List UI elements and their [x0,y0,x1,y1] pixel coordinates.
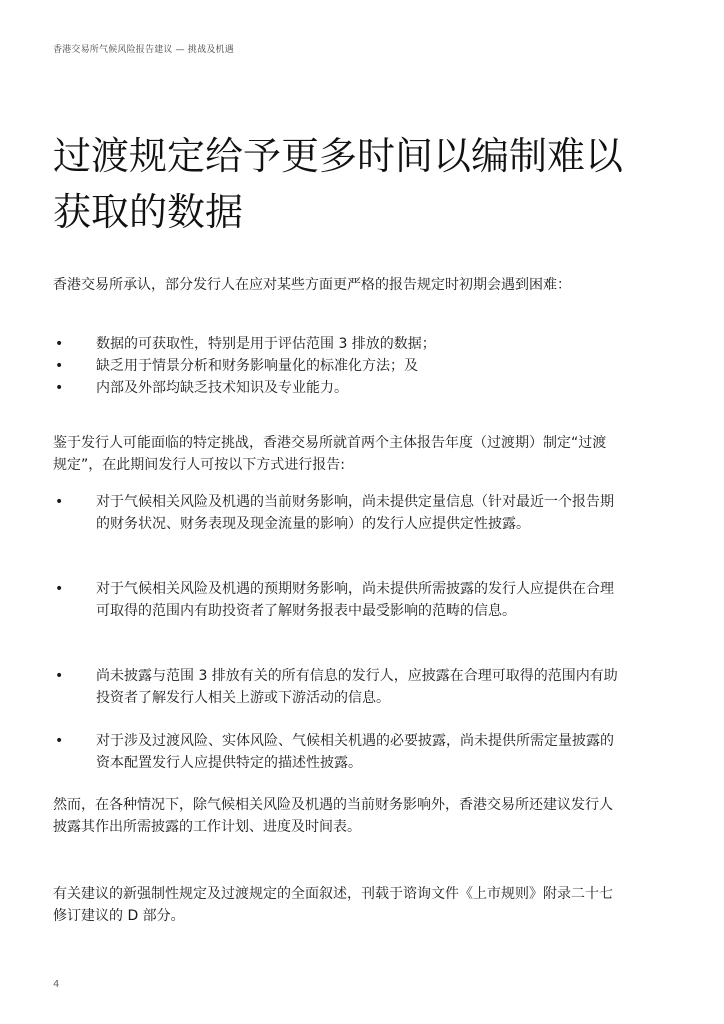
bullet-icon: • [55,336,64,352]
difficulties-list [53,333,623,399]
page-number: 4 [53,979,60,990]
however-paragraph: 然而，在各种情况下，除气候相关风险及机遇的当前财务影响外，香港交易所还建议发行人披露其作出所需披露的工作计划、进度及时间表。 [53,797,613,835]
bullet-icon: • [55,380,64,396]
list-item: • 数据的可获取性，特别是用于评估范围 3 排放的数据； [53,333,623,355]
bullet-icon: • [55,494,64,510]
list-item: • 对于气候相关风险及机遇的预期财务影响，尚未提供所需披露的发行人应提供在合理可取得的范围内有助投资者了解财务报表中最受影响的范畴的信息。 [53,578,623,622]
provisions-list-1 [53,491,623,535]
provisions-list-4 [53,730,623,774]
list-item: • 尚未披露与范围 3 排放有关的所有信息的发行人，应披露在合理可取得的范围内有助投资者了解发行人相关上游或下游活动的信息。 [53,665,623,709]
list-item: • 对于气候相关风险及机遇的当前财务影响，尚未提供定量信息（针对最近一个报告期的财务状况、财务表现及现金流量的影响）的发行人应提供定性披露。 [53,491,623,535]
page-title: 过渡规定给予更多时间以编制难以获取的数据 [53,134,624,234]
provisions-list-2 [53,578,623,622]
transition-intro-paragraph: 鉴于发行人可能面临的特定挑战，香港交易所就首两个主体报告年度（过渡期）制定“过渡规定”，在此期间发行人可按以下方式进行报告: [53,435,607,473]
provisions-list-3 [53,665,623,709]
list-item: • 对于涉及过渡风险、实体风险、气候相关机遇的必要披露，尚未提供所需定量披露的资本配置发行人应提供特定的描述性披露。 [53,730,623,774]
bullet-icon: • [55,358,64,374]
bullet-icon: • [55,733,64,749]
intro-paragraph: 香港交易所承认，部分发行人在应对某些方面更严格的报告规定时初期会遇到困难： [53,277,571,293]
list-item: • 缺乏用于情景分析和财务影响量化的标准化方法；及 [53,355,623,377]
bullet-icon: • [55,581,64,597]
closing-paragraph: 有关建议的新强制性规定及过渡规定的全面叙述，刊载于谘询文件《上市规则》附录二十七修订建议的 D 部分。 [53,886,613,924]
list-item: • 内部及外部均缺乏技术知识及专业能力。 [53,377,623,399]
bullet-icon: • [55,668,64,684]
running-header: 香港交易所气候风险报告建议 — 挑战及机遇 [53,45,234,55]
